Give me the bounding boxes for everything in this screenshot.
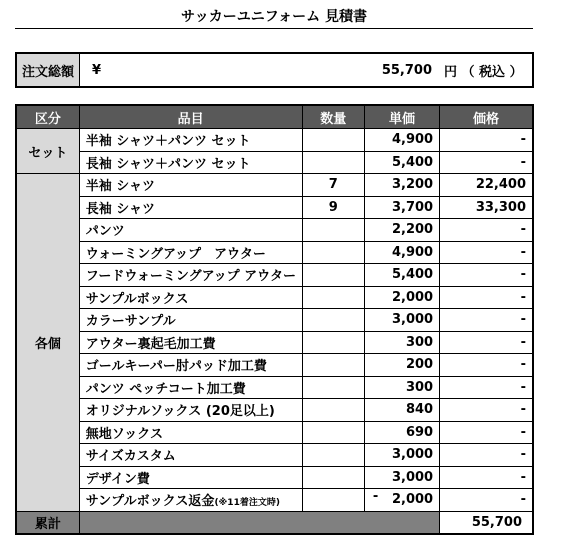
table-row	[16, 354, 533, 377]
item-label: パンツ	[85, 224, 125, 240]
unit-price-cell: 3,000	[364, 466, 439, 489]
item-cell	[79, 151, 302, 174]
price-cell: -	[440, 421, 533, 444]
item-label: 半袖 シャツ＋パンツ セット	[85, 134, 251, 150]
table-row	[16, 444, 533, 467]
item-cell	[79, 286, 302, 309]
price-cell: -	[440, 219, 533, 242]
unit-price-cell: 2,000	[364, 286, 439, 309]
item-label: サイズカスタム	[85, 449, 176, 465]
qty-cell[interactable]	[302, 421, 364, 444]
item-label: アウター裏起毛加工費	[85, 336, 216, 352]
header-qty: 数量	[302, 105, 364, 129]
table-row	[16, 129, 533, 152]
item-label: デザイン費	[85, 471, 150, 487]
unit-price-cell: 200	[364, 354, 439, 377]
table-row	[16, 399, 533, 422]
table-row	[16, 331, 533, 354]
item-cell	[79, 466, 302, 489]
unit-price-cell: 5,400	[364, 264, 439, 287]
unit-price-value: 2,000	[391, 492, 434, 508]
price-cell: 22,400	[440, 174, 533, 197]
order-total-amount: 55,700	[381, 62, 432, 78]
table-row	[16, 489, 533, 512]
item-cell	[79, 444, 302, 467]
table-row	[16, 286, 533, 309]
item-cell	[79, 354, 302, 377]
price-cell: -	[440, 354, 533, 377]
price-cell: -	[440, 466, 533, 489]
item-cell	[79, 241, 302, 264]
qty-cell[interactable]	[302, 151, 364, 174]
unit-price-cell: 5,400	[364, 151, 439, 174]
unit-price-cell: 3,000	[364, 309, 439, 332]
item-label: サンプルボックス返金	[85, 494, 215, 510]
table-row	[16, 151, 533, 174]
qty-cell[interactable]	[302, 466, 364, 489]
unit-price-cell: 690	[364, 421, 439, 444]
qty-cell[interactable]	[302, 489, 364, 512]
qty-cell[interactable]	[302, 444, 364, 467]
table-row	[16, 219, 533, 242]
currency-symbol: ¥	[92, 62, 102, 78]
unit-price-cell: 2,200	[364, 219, 439, 242]
item-cell	[79, 489, 302, 512]
item-cell	[79, 309, 302, 332]
price-cell: -	[440, 129, 533, 152]
price-cell: -	[440, 264, 533, 287]
item-label: 長袖 シャツ＋パンツ セット	[85, 156, 251, 172]
header-unit-price: 単価	[364, 105, 439, 129]
table-row	[16, 264, 533, 287]
item-label: ゴールキーパー肘パッド加工費	[85, 359, 267, 375]
unit-price-cell: 300	[364, 376, 439, 399]
item-cell	[79, 376, 302, 399]
page-title: サッカーユニフォーム 見積書	[15, 6, 533, 29]
item-label: カラーサンプル	[85, 314, 176, 330]
estimate-table	[15, 104, 534, 535]
qty-cell[interactable]	[302, 399, 364, 422]
qty-cell[interactable]: 7	[302, 174, 364, 197]
table-row	[16, 376, 533, 399]
qty-cell[interactable]	[302, 129, 364, 152]
price-cell: -	[440, 376, 533, 399]
qty-cell[interactable]: 9	[302, 196, 364, 219]
total-value: 55,700	[440, 511, 533, 534]
table-row	[16, 174, 533, 197]
item-label: オリジナルソックス (20足以上)	[85, 404, 275, 420]
price-cell: -	[440, 489, 533, 512]
table-row	[16, 241, 533, 264]
header-category: 区分	[16, 105, 79, 129]
item-label: 無地ソックス	[85, 426, 163, 442]
item-label: フードウォーミングアップ アウター	[85, 269, 297, 285]
price-cell: -	[440, 241, 533, 264]
qty-cell[interactable]	[302, 264, 364, 287]
header-item: 品目	[79, 105, 302, 129]
qty-cell[interactable]	[302, 331, 364, 354]
unit-price-cell: 4,900	[364, 241, 439, 264]
header-price: 価格	[440, 105, 533, 129]
item-label: ウォーミングアップ アウター	[85, 246, 266, 262]
table-row	[16, 466, 533, 489]
table-row	[16, 309, 533, 332]
negative-sign: -	[372, 489, 379, 504]
item-label: パンツ ペッチコート加工費	[85, 381, 246, 397]
price-cell: -	[440, 444, 533, 467]
qty-cell[interactable]	[302, 241, 364, 264]
order-total-label: 注文総額	[17, 54, 80, 86]
qty-cell[interactable]	[302, 309, 364, 332]
price-cell: -	[440, 309, 533, 332]
unit-price-cell: 3,000	[364, 444, 439, 467]
qty-cell[interactable]	[302, 376, 364, 399]
price-cell: -	[440, 151, 533, 174]
price-cell: 33,300	[440, 196, 533, 219]
item-cell	[79, 399, 302, 422]
item-cell	[79, 264, 302, 287]
order-total-box	[15, 52, 534, 88]
category-cell: 各個	[16, 174, 79, 512]
item-note: (※11着注文時)	[214, 498, 280, 509]
item-label: 半袖 シャツ	[85, 179, 156, 195]
item-cell	[79, 219, 302, 242]
unit-price-cell: 3,200	[364, 174, 439, 197]
total-spacer	[79, 511, 439, 534]
category-cell: セット	[16, 129, 79, 174]
table-header-row	[16, 105, 533, 129]
table-row	[16, 421, 533, 444]
unit-price-cell: 4,900	[364, 129, 439, 152]
item-cell	[79, 331, 302, 354]
unit-price-cell	[364, 489, 439, 512]
order-total-unit: 円 （ 税込 ）	[444, 64, 523, 80]
total-label: 累計	[16, 511, 79, 534]
price-cell: -	[440, 399, 533, 422]
table-row	[16, 196, 533, 219]
item-cell	[79, 421, 302, 444]
item-label: 長袖 シャツ	[85, 201, 156, 217]
qty-cell[interactable]	[302, 286, 364, 309]
unit-price-cell: 3,700	[364, 196, 439, 219]
total-row	[16, 511, 533, 534]
item-cell	[79, 196, 302, 219]
price-cell: -	[440, 331, 533, 354]
price-cell: -	[440, 286, 533, 309]
unit-price-cell: 300	[364, 331, 439, 354]
item-label: サンプルボックス	[85, 291, 189, 307]
item-cell	[79, 174, 302, 197]
unit-price-cell: 840	[364, 399, 439, 422]
qty-cell[interactable]	[302, 354, 364, 377]
item-cell	[79, 129, 302, 152]
qty-cell[interactable]	[302, 219, 364, 242]
